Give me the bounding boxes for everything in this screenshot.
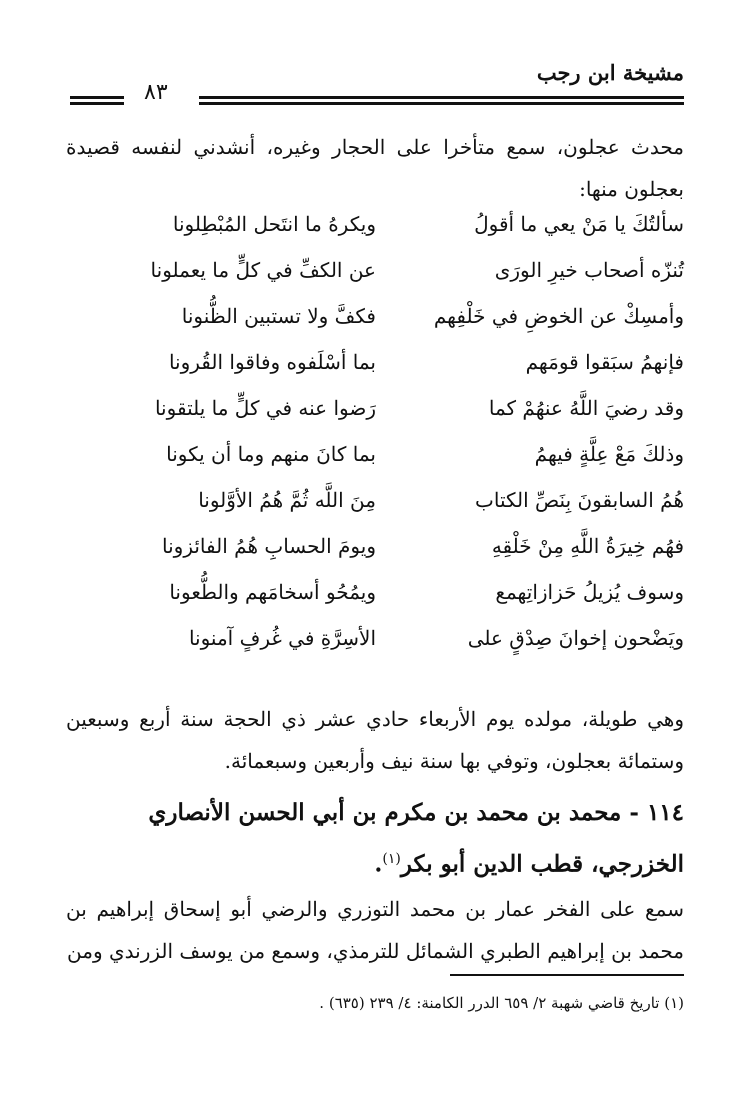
verse-second-hemistich: رَضوا عنه في كلٍّ ما يلتقونا bbox=[154, 396, 376, 420]
verse-line bbox=[86, 442, 684, 482]
verse-second-hemistich: عن الكفِّ في كلٍّ ما يعملونا bbox=[150, 258, 376, 282]
verse-first-hemistich: ويَضْحون إخوانَ صِدْقٍ على bbox=[467, 626, 684, 650]
footnote: (١) تاريخ قاضي شهبة ٢/ ٦٥٩ الدرر الكامنة: ٤/ ٢٣٩ (٦٣٥) . bbox=[319, 994, 684, 1012]
verse-first-hemistich: فإنهمُ سبَقوا قومَهم bbox=[525, 350, 684, 374]
verse-second-hemistich: ويكرهُ ما انتَحل المُبْطِلونا bbox=[172, 212, 376, 236]
verse-second-hemistich: ويومَ الحسابِ هُمُ الفائزونا bbox=[162, 534, 376, 558]
verse-second-hemistich: الأسِرَّةِ في غُرفٍ آمنونا bbox=[188, 626, 376, 650]
verse-first-hemistich: هُمُ السابقونَ بِنَصِّ الكتاب bbox=[475, 488, 684, 512]
footnote-divider bbox=[450, 974, 684, 976]
verse-second-hemistich: مِنَ اللَّه ثُمَّ هُمُ الأوَّلونا bbox=[198, 488, 376, 512]
entry-heading-end: . bbox=[374, 850, 383, 878]
verse-second-hemistich: بما أسْلَفوه وفاقوا القُرونا bbox=[168, 350, 376, 374]
entry-heading bbox=[66, 790, 684, 888]
verse-line bbox=[86, 534, 684, 574]
verse-line bbox=[86, 304, 684, 344]
verse-line bbox=[86, 626, 684, 666]
page-header bbox=[70, 58, 684, 108]
verse-first-hemistich: وقد رضيَ اللَّهُ عنهُمْ كما bbox=[488, 396, 684, 420]
entry-heading-text: ١١٤ - محمد بن محمد بن مكرم بن أبي الحسن الأنصاري الخزرجي، قطب الدين أبو بكر bbox=[148, 799, 684, 878]
verse-line bbox=[86, 258, 684, 298]
verse-first-hemistich: وسوف يُزيلُ حَزازاتِهمع bbox=[495, 580, 684, 604]
verse-first-hemistich: تُنزّه أصحاب خيرِ الورَى bbox=[494, 258, 684, 282]
paragraph-birth-death: وهي طويلة، مولده يوم الأربعاء حادي عشر ذي الحجة سنة أربع وسبعين وستمائة بعجلون، وتوفي بها سنة نيف وأربعين وسبعمائة. bbox=[66, 707, 684, 773]
verse-first-hemistich: فهُم خِيرَةُ اللَّهِ مِنْ خَلْقِهِ bbox=[491, 534, 684, 558]
verse-first-hemistich: وذلكَ مَعْ عِلَّةٍ فيهمُ bbox=[534, 442, 684, 466]
paragraph-intro: محدث عجلون، سمع متأخرا على الحجار وغيره، أنشدني لنفسه قصيدة بعجلون منها: bbox=[66, 135, 684, 201]
footnote-reference[interactable]: (١) bbox=[382, 851, 401, 867]
verse-first-hemistich: وأمسِكْ عن الخوضِ في خَلْفِهم bbox=[433, 304, 684, 328]
verse-second-hemistich: ويمُحُو أسخامَهم والطُّعونا bbox=[169, 580, 376, 604]
verse-line bbox=[86, 580, 684, 620]
verse-line bbox=[86, 396, 684, 436]
verse-second-hemistich: فكفَّ ولا تستبين الظُّنونا bbox=[181, 304, 376, 328]
header-rule bbox=[199, 96, 684, 105]
running-title: مشيخة ابن رجب bbox=[536, 60, 684, 85]
verse-first-hemistich: سألتُكَ يا مَنْ يعي ما أقولُ bbox=[474, 212, 684, 236]
verse-line bbox=[86, 212, 684, 252]
header-rule-short bbox=[70, 96, 124, 105]
page-number: ٨٣ bbox=[144, 80, 168, 105]
paragraph-entry-body: سمع على الفخر عمار بن محمد التوزري والرضي أبو إسحاق إبراهيم بن محمد بن إبراهيم الطبري الشمائل للترمذي، وسمع من يوسف الزرندي ومن bbox=[66, 897, 684, 963]
verse-line bbox=[86, 488, 684, 528]
verse-second-hemistich: بما كانَ منهم وما أن يكونا bbox=[166, 442, 376, 466]
verse-line bbox=[86, 350, 684, 390]
